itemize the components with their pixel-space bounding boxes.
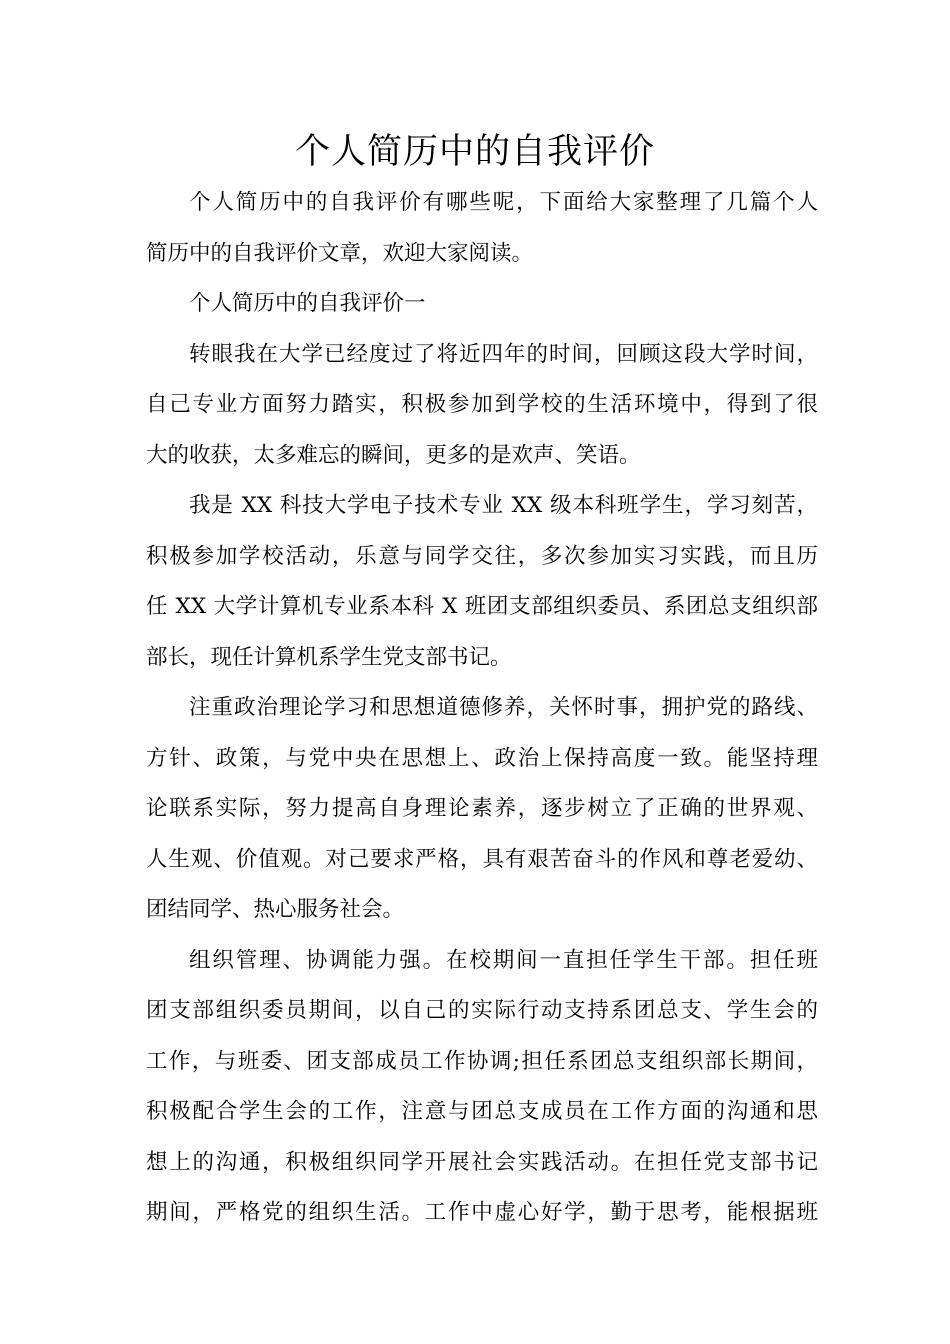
text-line: 积极参加学校活动，乐意与同学交往，多次参加实习实践，而且历	[146, 543, 818, 569]
text-line: 大的收获，太多难忘的瞬间，更多的是欢声、笑语。	[146, 442, 641, 468]
text-line: 工作，与班委、团支部成员工作协调;担任系团总支组织部长期间，	[146, 1048, 818, 1074]
document-body	[146, 178, 818, 1239]
text-line: 组织管理、协调能力强。在校期间一直担任学生干部。担任班	[189, 947, 818, 973]
text-line: 个人简历中的自我评价有哪些呢，下面给大家整理了几篇个人	[189, 190, 818, 215]
document-title: 个人简历中的自我评价	[294, 132, 655, 172]
text-line: 注重政治理论学习和思想道德修养，关怀时事，拥护党的路线、	[189, 695, 818, 720]
text-line: 团结同学、热心服务社会。	[146, 897, 405, 922]
text-line: 期间，严格党的组织生活。工作中虚心好学，勤于思考，能根据班	[146, 1200, 818, 1225]
text-line: 论联系实际，努力提高自身理论素养，逐步树立了正确的世界观、	[146, 796, 818, 821]
text-line: 任 XX 大学计算机专业系本科 X 班团支部组织委员、系团总支组织部	[146, 594, 818, 619]
text-line: 个人简历中的自我评价一	[189, 291, 426, 316]
text-line: 人生观、价值观。对己要求严格，具有艰苦奋斗的作风和尊老爱幼、	[146, 846, 818, 872]
text-line: 简历中的自我评价文章，欢迎大家阅读。	[146, 240, 534, 266]
text-line: 团支部组织委员期间，以自己的实际行动支持系团总支、学生会的	[146, 998, 818, 1023]
text-line: 积极配合学生会的工作，注意与团总支成员在工作方面的沟通和思	[146, 1099, 818, 1124]
text-line: 部长，现任计算机系学生党支部书记。	[146, 644, 512, 670]
text-line: 想上的沟通，积极组织同学开展社会实践活动。在担任党支部书记	[146, 1149, 818, 1175]
text-line: 转眼我在大学已经度过了将近四年的时间，回顾这段大学时间，	[189, 341, 818, 367]
text-line: 自己专业方面努力踏实，积极参加到学校的生活环境中，得到了很	[146, 392, 818, 417]
text-line: 我是 XX 科技大学电子技术专业 XX 级本科班学生，学习刻苦，	[189, 493, 818, 518]
text-line: 方针、政策，与党中央在思想上、政治上保持高度一致。能坚持理	[146, 745, 818, 771]
